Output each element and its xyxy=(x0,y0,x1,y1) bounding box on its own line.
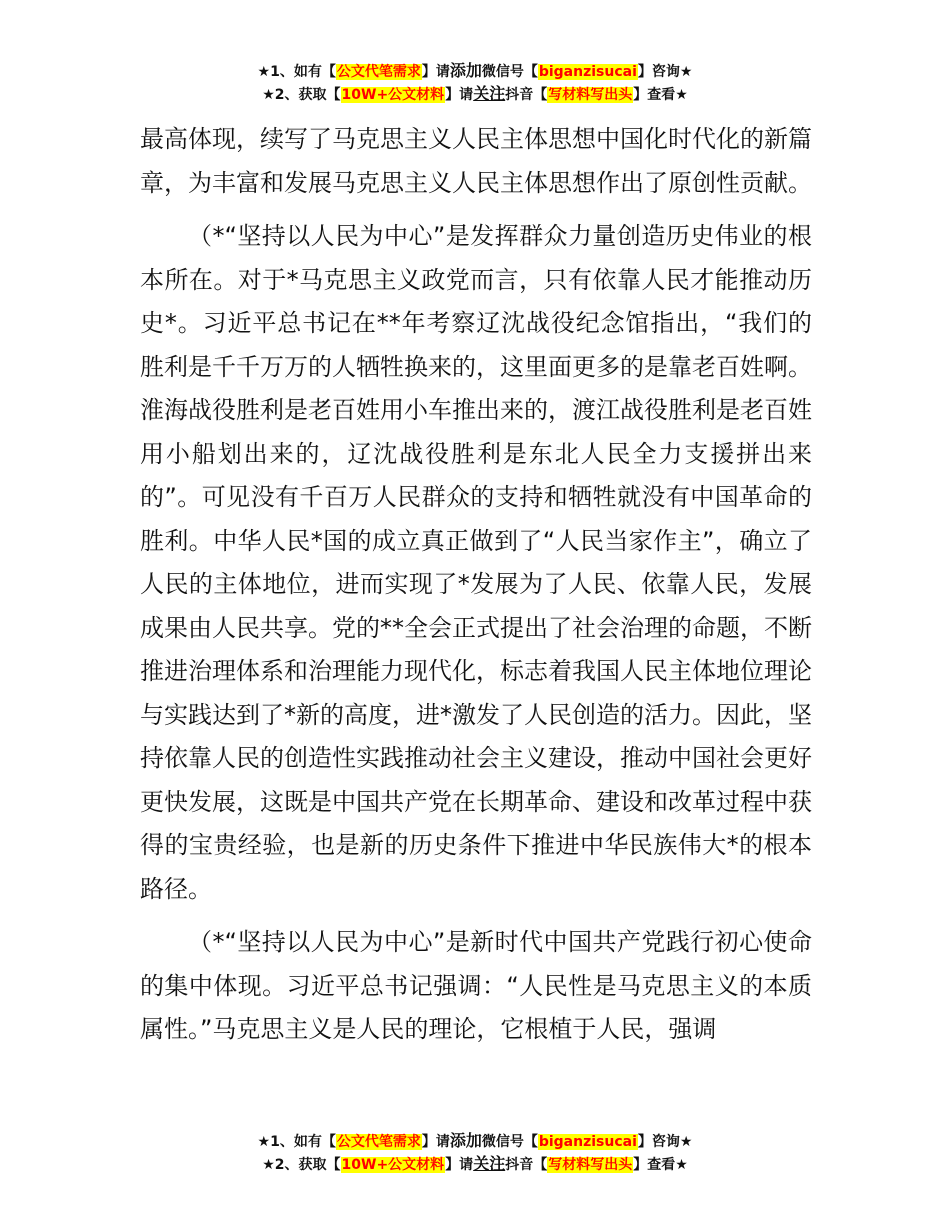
highlight-douyin-account: 写材料写出头 xyxy=(548,87,633,103)
document-body xyxy=(140,118,812,1052)
paragraph-3: （*“坚持以人民为中心”是新时代中国共产党践行初心使命的集中体现。习近平总书记强调：“人民性是马克思主义的本质属性。”马克思主义是人民的理论，它根植于人民，强调 xyxy=(140,928,812,1043)
banner-text: 微信号【 xyxy=(481,64,538,80)
banner-line-1 xyxy=(0,1130,950,1153)
highlight-materials: 10W+公文材料 xyxy=(341,87,445,103)
banner-text: 】请 xyxy=(445,1157,474,1173)
banner-text: ★2、获取【 xyxy=(262,87,341,103)
emphasis-follow: 关注 xyxy=(473,84,506,103)
banner-text: 】咨询★ xyxy=(637,64,693,80)
banner-text: 】请 xyxy=(421,1134,450,1150)
banner-text: 】查看★ xyxy=(633,87,688,103)
banner-text: 】请 xyxy=(421,64,450,80)
paragraph-1: 最高体现，续写了马克思主义人民主体思想中国化时代化的新篇章，为丰富和发展马克思主义人民主体思想作出了原创性贡献。 xyxy=(140,125,812,197)
highlight-materials: 10W+公文材料 xyxy=(341,1157,445,1173)
banner-text: ★1、如有【 xyxy=(257,1134,336,1150)
banner-text: 抖音【 xyxy=(505,1157,548,1173)
emphasis-add: 添加 xyxy=(449,61,482,80)
highlight-douyin-account: 写材料写出头 xyxy=(548,1157,633,1173)
banner-text: ★1、如有【 xyxy=(257,64,336,80)
paragraph-2: （*“坚持以人民为中心”是发挥群众力量创造历史伟业的根本所在。对于*马克思主义政党而言，只有依靠人民才能推动历史*。习近平总书记在**年考察辽沈战役纪念馆指出，“我们的胜利是千千万万的人牺牲换来的，这里面更多的是靠老百姓啊。淮海战役胜利是老百姓用小车推出来的，渡江战役胜利是老百姓用小船划出来的，辽沈战役胜利是东北人民全力支援拼出来的”。可见没有千百万人民群众的支持和牺牲就没有中国革命的胜利。中华人民*国的成立真正做到了“人民当家作主”，确立了人民的主体地位，进而实现了*发展为了人民、依靠人民，发展成果由人民共享。党的**全会正式提出了社会治理的命题，不断推进治理体系和治理能力现代化，标志着我国人民主体地位理论与实践达到了*新的高度，进*激发了人民创造的活力。因此，坚持依靠人民的创造性实践推动社会主义建设，推动中国社会更好更快发展，这既是中国共产党在长期革命、建设和改革过程中获得的宝贵经验，也是新的历史条件下推进中华民族伟大*的根本路径。 xyxy=(140,222,812,903)
banner-text: 】查看★ xyxy=(633,1157,688,1173)
footer-banner xyxy=(0,1130,950,1176)
banner-text: 】请 xyxy=(445,87,474,103)
highlight-wechat-id: biganzisucai xyxy=(538,64,637,80)
banner-text: 微信号【 xyxy=(481,1134,538,1150)
highlight-service: 公文代笔需求 xyxy=(336,1134,421,1150)
header-banner xyxy=(0,60,950,106)
emphasis-add: 添加 xyxy=(449,1131,482,1150)
banner-line-2 xyxy=(0,83,950,106)
emphasis-follow: 关注 xyxy=(473,1154,506,1173)
banner-text: ★2、获取【 xyxy=(262,1157,341,1173)
banner-text: 抖音【 xyxy=(505,87,548,103)
highlight-wechat-id: biganzisucai xyxy=(538,1134,637,1150)
banner-line-2 xyxy=(0,1153,950,1176)
highlight-service: 公文代笔需求 xyxy=(336,64,421,80)
banner-line-1 xyxy=(0,60,950,83)
banner-text: 】咨询★ xyxy=(637,1134,693,1150)
